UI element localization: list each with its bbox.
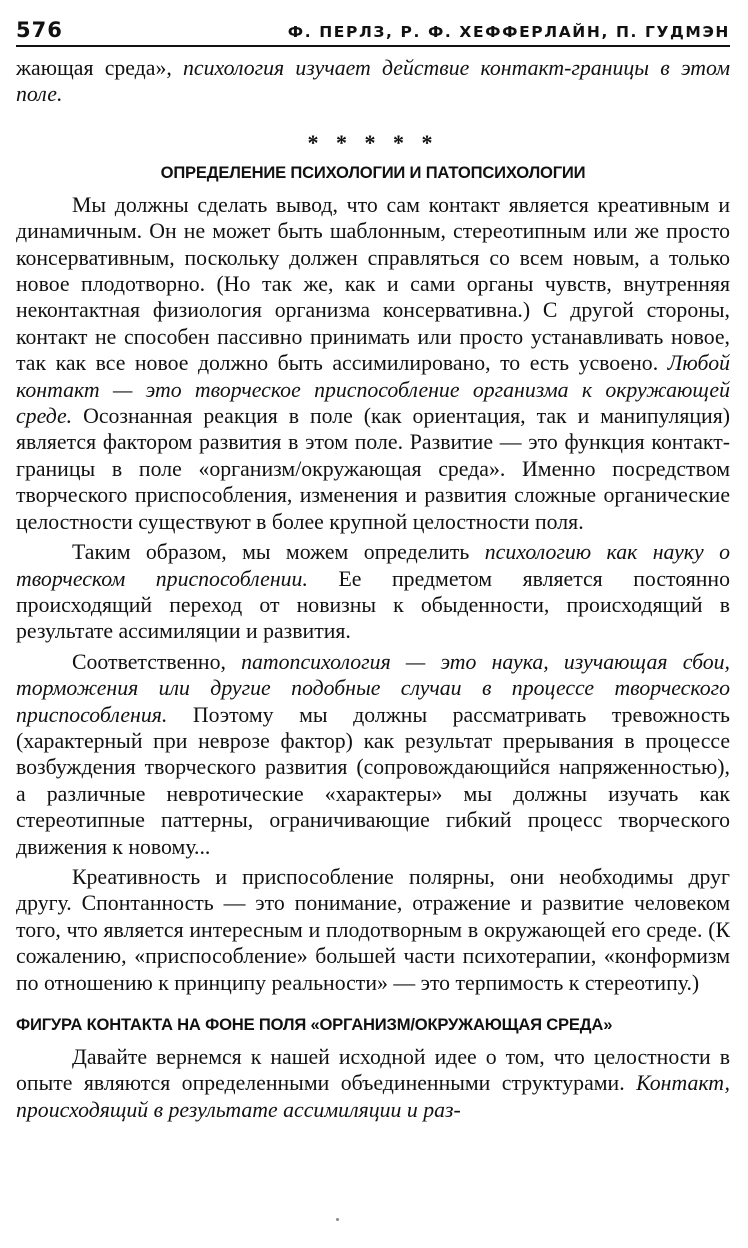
paragraph-text: Давайте вернемся к нашей исходной идее о том, что целостности в опыте являются определенными объединенными структурами. — [16, 1045, 730, 1096]
paragraph-emphasis: Любой контакт — это творческое приспособление организма к окружающей среде. — [16, 351, 730, 429]
page-number: 576 — [16, 18, 63, 42]
scan-speck — [336, 1218, 339, 1221]
paragraph-emphasis: патопсихология — это наука, изучающая сбои, торможения или другие подобные случаи в процессе творческого приспособления. — [16, 649, 730, 727]
section-separator: * * * * * — [307, 129, 439, 155]
paragraph-text: Поэтому мы должны рассматривать тревожность (характерный при неврозе фактор) как результат прерывания в процессе возбуждения творческого развития (сопровождающийся напряженностью), а различные невротические «характеры» мы должны изучать как стереотипные паттерны, ограничивающие гибкий процесс творческого движения к новому... — [16, 702, 730, 859]
paragraph-text: Таким образом, мы можем определить — [72, 540, 485, 565]
running-header — [16, 18, 730, 47]
continuation-plain-text: жающая среда», — [16, 56, 184, 80]
paragraph-emphasis: психологию как науку о творческом приспособлении. — [16, 540, 730, 591]
paragraph-psychology-definition — [16, 539, 730, 645]
paragraph-return-to-idea — [16, 1044, 730, 1123]
paragraph-creativity-adjustment: Креативность и приспособление полярны, они необходимы друг другу. Спонтанность — это понимание, отражение и развитие человеком того, что является интересным и плодотворным в окружающей его среде. (К сожалению, «приспособление» большей части психотерапии, «конформизм по отношению к принципу реальности» — это терпимость к стереотипу.) — [16, 864, 730, 995]
section-heading-psychology: ОПРЕДЕЛЕНИЕ ПСИХОЛОГИИ И ПАТОПСИХОЛОГИИ — [160, 162, 586, 182]
paragraph-pathopsychology-definition — [16, 649, 730, 860]
paragraph-text: Мы должны сделать вывод, что сам контакт является креативным и динамичным. Он не может быть шаблонным, стереотипным или же просто консервативным, поскольку должен справляться со всем новым, а только новое плодотворно. (Но так же, как и сами органы чувств, внутренняя неконтактная физиология организма консервативна.) С другой стороны, контакт не способен пассивно принимать или просто устанавливать новое, так как все новое должно быть ассимилировано, то есть усвоено. — [16, 192, 730, 376]
continuation-italic-text: психология изучает действие контакт-границы в этом поле. — [16, 56, 730, 107]
paragraph-text: Ее предметом является постоянно происходящий переход от новизны к обыденности, происходящий в результате ассимиляции и развития. — [16, 566, 730, 644]
paragraph-text: Осознанная реакция в поле (как ориентация, так и манипуляция) является фактором развития в этом поле. Развитие — это функция контакт-границы в поле «организм/окружающая среда». Именно посредством творческого приспособления, изменения и развития сложные органические целостности существуют в более крупной целостности поля. — [16, 404, 730, 534]
section-heading-contact-figure: ФИГУРА КОНТАКТА НА ФОНЕ ПОЛЯ «ОРГАНИЗМ/ОКРУЖАЮЩАЯ СРЕДА» — [16, 1015, 613, 1034]
book-page — [16, 18, 730, 1123]
paragraph-contact-creative — [16, 192, 730, 535]
continuation-paragraph — [16, 55, 730, 108]
running-authors: Ф. ПЕРЛЗ, Р. Ф. ХЕФФЕРЛАЙН, П. ГУДМЭН — [287, 23, 730, 41]
paragraph-emphasis: Контакт, происходящий в результате ассимиляции и раз- — [16, 1071, 730, 1122]
paragraph-text: Соответственно, — [72, 649, 242, 674]
